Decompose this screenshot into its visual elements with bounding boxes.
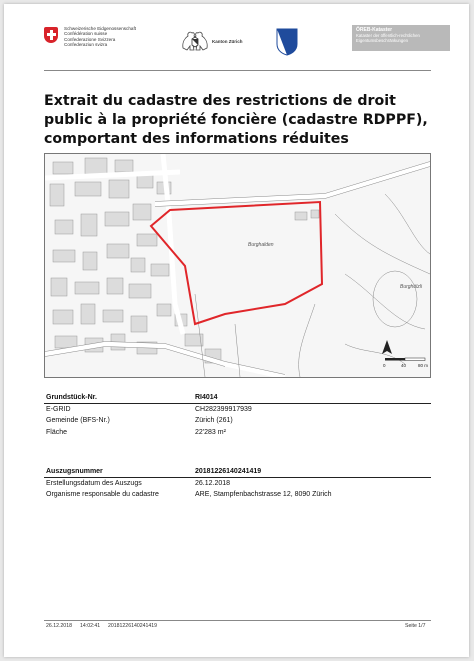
oereb-subtitle-line: Eigentumsbeschränkungen bbox=[356, 38, 409, 43]
scale-tick: 80 m bbox=[418, 363, 429, 368]
parcel-info-table bbox=[44, 393, 431, 439]
table-row bbox=[44, 393, 431, 405]
table-row bbox=[44, 416, 431, 428]
table-row bbox=[44, 428, 431, 440]
place-label: Burghalden bbox=[248, 242, 274, 248]
table-row bbox=[44, 467, 431, 479]
row-underline bbox=[44, 477, 431, 478]
row-underline bbox=[44, 403, 431, 404]
document-title: Extrait du cadastre des restrictions de droit public à la propriété foncière (cadastre RDPPF), comportant des informations réduites bbox=[44, 93, 428, 147]
confederation-line: Confédération suisse bbox=[64, 31, 108, 37]
confederation-line: Confederaziun svizra bbox=[64, 42, 108, 48]
page-number: Seite 1/7 bbox=[405, 623, 426, 629]
oereb-logo bbox=[352, 25, 450, 51]
map-canvas bbox=[45, 154, 430, 377]
oereb-subtitle-line: Kataster der öffentlich-rechtlichen bbox=[356, 33, 420, 38]
footer-time: 14:02:41 bbox=[80, 623, 101, 629]
row-label: Gemeinde (BFS-Nr.) bbox=[46, 417, 110, 424]
footer-date: 26.12.2018 bbox=[46, 623, 72, 629]
row-label: Erstellungsdatum des Auszugs bbox=[46, 479, 142, 487]
canton-label: Kanton Zürich bbox=[212, 39, 243, 44]
row-value: 26.12.2018 bbox=[195, 479, 231, 487]
row-value: ARE, Stampfenbachstrasse 12, 8090 Zürich bbox=[195, 491, 332, 498]
row-value: CH282399917939 bbox=[195, 405, 252, 413]
header-divider bbox=[44, 70, 431, 71]
header bbox=[4, 4, 469, 66]
row-value: 20181226140241419 bbox=[195, 468, 262, 475]
scale-tick: 0 bbox=[383, 363, 386, 368]
confederation-label bbox=[64, 26, 136, 48]
row-value: 22'283 m² bbox=[195, 428, 226, 436]
row-label: Auszugsnummer bbox=[46, 468, 103, 475]
row-value: Zürich (261) bbox=[195, 417, 233, 424]
oereb-title: ÖREB-Kataster bbox=[356, 27, 393, 33]
table-row bbox=[44, 490, 431, 502]
scale-tick: 40 bbox=[401, 363, 407, 368]
parcel-map[interactable] bbox=[44, 153, 431, 378]
place-label: Burghölzli bbox=[400, 284, 422, 290]
row-value: RI4014 bbox=[195, 394, 218, 401]
swiss-cross-icon bbox=[44, 27, 58, 43]
confederation-line: Confederazione Svizzera bbox=[64, 36, 116, 42]
canton-zurich-logo-icon bbox=[180, 30, 210, 52]
zurich-coat-of-arms-icon bbox=[276, 28, 298, 56]
row-label: E-GRID bbox=[46, 405, 71, 413]
table-row bbox=[44, 405, 431, 417]
table-row bbox=[44, 479, 431, 491]
row-label: Grundstück-Nr. bbox=[46, 394, 97, 401]
footer-number: 20181226140241419 bbox=[108, 623, 158, 629]
row-label: Fläche bbox=[46, 428, 68, 436]
confederation-line: Schweizerische Eidgenossenschaft bbox=[64, 26, 137, 31]
extract-info-table bbox=[44, 467, 431, 502]
row-label: Organisme responsable du cadastre bbox=[46, 491, 159, 498]
footer-divider bbox=[44, 620, 431, 621]
document-page bbox=[4, 4, 469, 657]
